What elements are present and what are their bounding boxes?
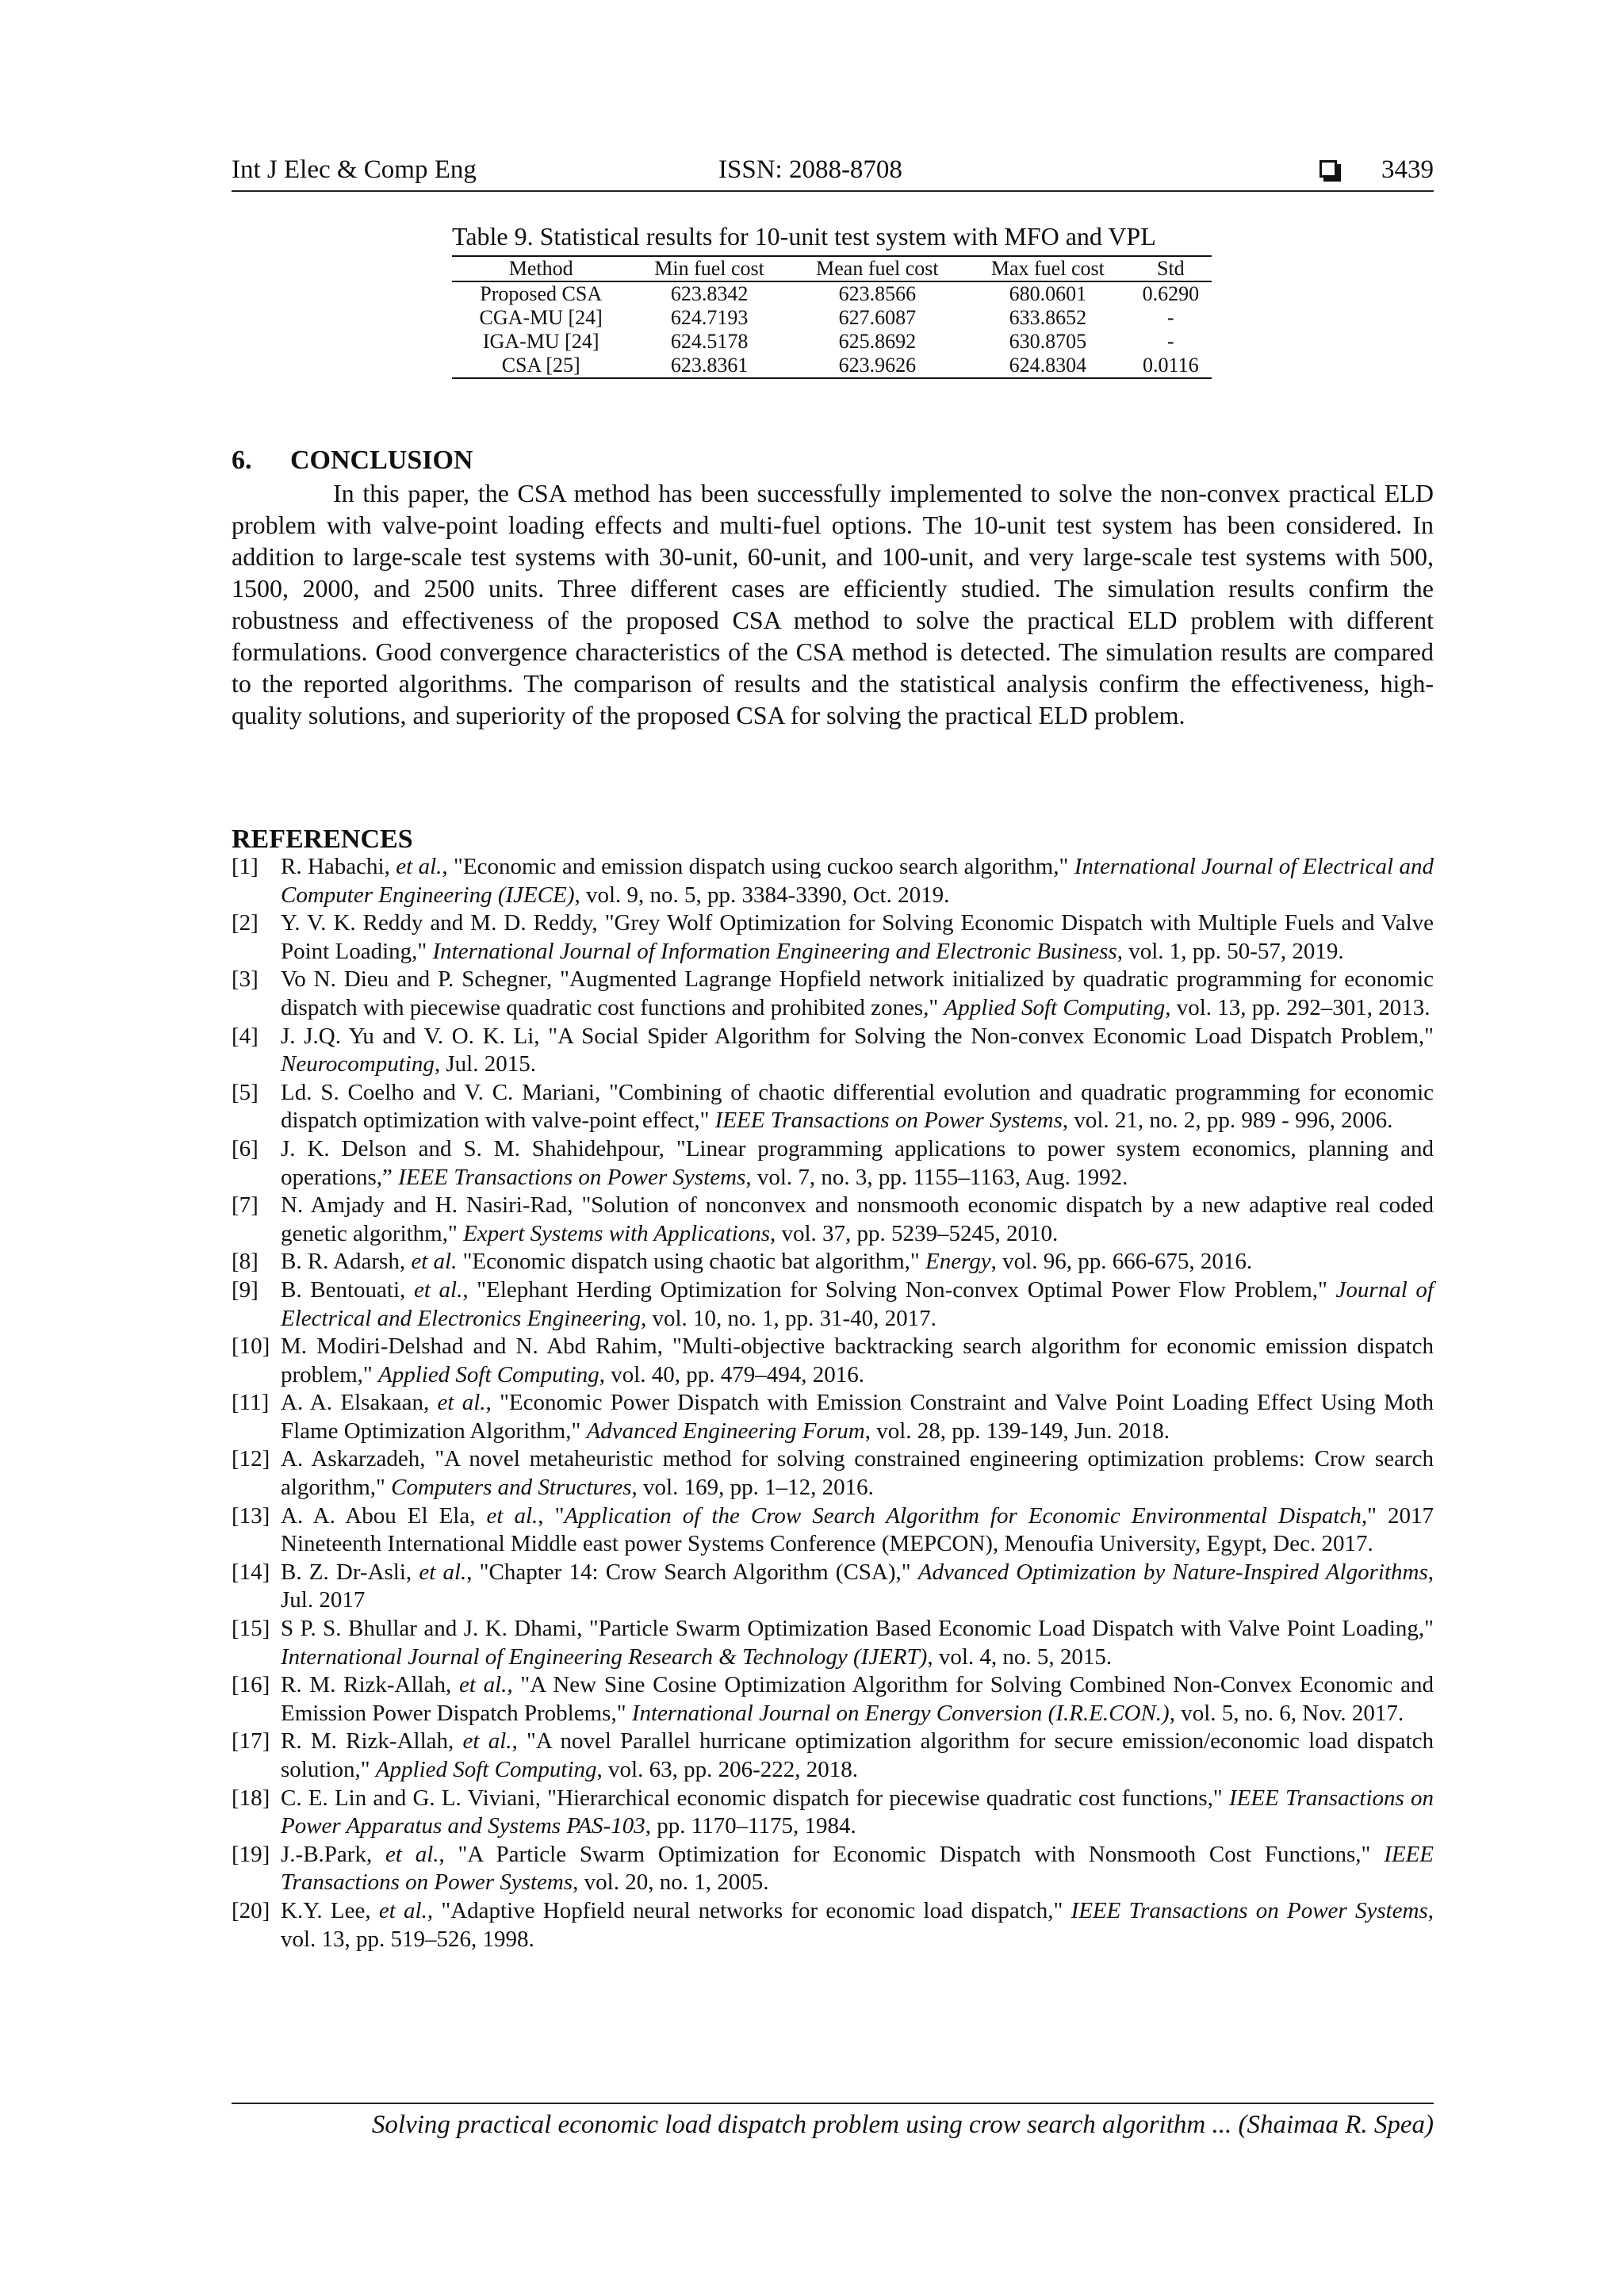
reference-text: A. Askarzadeh, "A novel metaheuristic method for solving constrained engineering optimization problems: Crow search algorithm," — [281, 1446, 1434, 1501]
table-cell: 0.0116 — [1130, 354, 1212, 378]
reference-italic-text: Applied Soft Computing — [377, 1361, 599, 1387]
reference-text: M. Modiri-Delshad and N. Abd Rahim, "Multi-objective backtracking search algorithm for economic emission dispatch problem," — [281, 1334, 1434, 1387]
table-cell: 0.6290 — [1142, 282, 1200, 305]
reference-text: A. A. Elsakaan, — [281, 1390, 438, 1416]
reference-italic-text: IEEE Transactions on Power Systems — [1071, 1897, 1428, 1923]
reference-text: ," 2017 Nineteenth International Middle east power Systems Conference (MEPCON), Menoufia University, Egypt, Dec. 2017. — [281, 1502, 1434, 1557]
reference-text: S P. S. Bhullar and J. K. Dhami, "Particle Swarm Optimization Based Economic Load Dispatch with Valve Point Loading," — [281, 1616, 1434, 1642]
reference-text: B. R. Adarsh, — [281, 1249, 412, 1275]
references-heading: REFERENCES — [232, 825, 413, 854]
reference-text: Y. V. K. Reddy and M. D. Reddy, "Grey Wolf Optimization for Solving Economic Dispatch with Multiple Fuels and Valve Point Loading," — [281, 910, 1434, 964]
table-cell: IGA-MU [24] — [482, 330, 599, 353]
reference-italic-text: International Journal on Energy Conversion (I.R.E.CON.) — [631, 1700, 1170, 1726]
table-cell: 623.9626 — [789, 354, 966, 378]
reference-item — [232, 1615, 1434, 1671]
reference-italic-text: et al. — [411, 1249, 458, 1275]
reference-italic-text: Expert Systems with Applications — [463, 1220, 770, 1246]
table-cell: 624.8304 — [966, 354, 1130, 378]
reference-number: [16] — [232, 1672, 270, 1698]
reference-item — [232, 1389, 1434, 1445]
reference-text: , vol. 9, no. 5, pp. 3384-3390, Oct. 2019. — [574, 882, 950, 908]
table-cell: 630.8705 — [1009, 330, 1087, 353]
reference-number: [8] — [232, 1249, 259, 1275]
reference-item — [232, 1192, 1434, 1248]
reference-text: "Economic dispatch using chaotic bat algorithm," — [457, 1249, 925, 1275]
reference-number: [20] — [232, 1897, 270, 1923]
reference-text: , pp. 1170–1175, 1984. — [645, 1813, 856, 1839]
reference-number: [6] — [232, 1135, 259, 1161]
reference-italic-text: Advanced Engineering Forum — [586, 1418, 865, 1444]
reference-italic-text: et al. — [396, 854, 442, 879]
reference-number: [12] — [232, 1446, 270, 1472]
reference-italic-text: et al. — [378, 1897, 427, 1923]
section-heading — [232, 446, 473, 476]
table-cell: 625.8692 — [838, 330, 917, 353]
reference-item — [232, 1897, 1434, 1954]
table-header-row — [452, 256, 1212, 281]
page-footer — [232, 2103, 1434, 2139]
reference-italic-text: Application of the Crow Search Algorithm for Economic Environmental Dispatch — [564, 1502, 1362, 1529]
reference-number: [2] — [232, 910, 259, 936]
reference-text: , "A novel Parallel hurricane optimization algorithm for secure emission/economic load dispatch solution," — [281, 1728, 1434, 1782]
table-row — [452, 354, 1212, 378]
reference-italic-text: et al. — [385, 1841, 439, 1867]
table-cell: 633.8652 — [1009, 306, 1087, 329]
reference-text: , vol. 21, no. 2, pp. 989 - 996, 2006. — [1062, 1108, 1393, 1134]
reference-text: , vol. 7, no. 3, pp. 1155–1163, Aug. 1992. — [745, 1164, 1128, 1190]
reference-item — [232, 1333, 1434, 1389]
reference-item — [232, 853, 1434, 909]
reference-italic-text: Computers and Structures — [391, 1475, 632, 1501]
reference-text: , vol. 169, pp. 1–12, 2016. — [631, 1475, 874, 1501]
reference-text: R. M. Rizk-Allah, — [281, 1728, 463, 1755]
results-table — [452, 255, 1212, 379]
reference-item — [232, 1248, 1434, 1276]
footer-text: Solving practical economic load dispatch problem using crow search algorithm ... (Shaimaa R. Spea) — [371, 2110, 1434, 2139]
reference-text: , vol. 37, pp. 5239–5245, 2010. — [769, 1220, 1059, 1246]
reference-text: J. K. Delson and S. M. Shahidehpour, "Linear programming applications to power system economics, planning and operations,” — [281, 1135, 1434, 1190]
reference-text: "A New Sine Cosine Optimization Algorithm for Solving Combined Non-Convex Economic and Emission Power Dispatch Problems," — [281, 1672, 1434, 1726]
reference-text: , vol. 5, no. 6, Nov. 2017. — [1169, 1700, 1404, 1726]
reference-item — [232, 1502, 1434, 1559]
reference-text: , Jul. 2015. — [434, 1051, 536, 1077]
reference-text: , "Economic Power Dispatch with Emission Constraint and Valve Point Loading Effect Using Moth Flame Optimization Algorithm," — [281, 1390, 1434, 1444]
reference-number: [13] — [232, 1502, 270, 1529]
reference-text: J.-B.Park, — [281, 1841, 385, 1867]
reference-text: B. Z. Dr-Asli, — [281, 1559, 419, 1585]
reference-number: [5] — [232, 1079, 259, 1105]
reference-text: , "Adaptive Hopfield neural networks for economic load dispatch," — [427, 1897, 1071, 1923]
reference-number: [14] — [232, 1559, 270, 1585]
table-caption: Table 9. Statistical results for 10-unit test system with MFO and VPL — [452, 222, 1156, 251]
table-cell: Proposed CSA — [480, 282, 603, 305]
reference-italic-text: Journal of Electrical and Electronics Engineering — [281, 1276, 1434, 1331]
reference-text: R. M. Rizk-Allah, — [281, 1672, 459, 1698]
conclusion-paragraph: In this paper, the CSA method has been successfully implemented to solve the non-convex practical ELD problem with valve-point loading effects and multi-fuel options. The 10-unit test system has been considered. In addition to large-scale test systems with 30-unit, 60-unit, and 100-unit, and very large-scale test systems with 500, 1500, 2000, and 2500 units. Three different cases are efficiently studied. The simulation results confirm the robustness and effectiveness of the proposed CSA method to solve the practical ELD problem with different formulations. Good convergence characteristics of the CSA method is detected. The simulation results are compared to the reported algorithms. The comparison of results and the statistical analysis confirm the effectiveness, high-quality solutions, and superiority of the proposed CSA for solving the practical ELD problem. — [232, 479, 1434, 729]
reference-text: , "Elephant Herding Optimization for Solving Non-convex Optimal Power Flow Problem," — [462, 1276, 1336, 1303]
reference-text: , "A Particle Swarm Optimization for Economic Dispatch with Nonsmooth Cost Functions," — [439, 1841, 1385, 1867]
reference-item — [232, 909, 1434, 966]
reference-text: , vol. 63, pp. 206-222, 2018. — [596, 1757, 858, 1782]
table-cell: CGA-MU [24] — [479, 306, 603, 329]
reference-item — [232, 1023, 1434, 1079]
reference-text: R. Habachi, — [281, 854, 396, 879]
reference-italic-text: et al., — [458, 1672, 513, 1698]
reference-italic-text: et al. — [419, 1559, 467, 1585]
column-header: Std — [1130, 256, 1212, 281]
reference-number: [3] — [232, 966, 259, 993]
column-header: Max fuel cost — [966, 256, 1130, 281]
table-cell: - — [1166, 306, 1174, 329]
reference-text: A. A. Abou El Ela, — [281, 1502, 487, 1529]
reference-number: [18] — [232, 1785, 270, 1811]
square-bullet-icon — [1320, 160, 1337, 178]
reference-text: , Jul. 2017 — [281, 1559, 1434, 1613]
issn: ISSN: 2088-8708 — [718, 155, 902, 184]
reference-italic-text: Energy — [925, 1249, 991, 1275]
reference-italic-text: et al. — [486, 1502, 538, 1529]
reference-number: [11] — [232, 1390, 270, 1416]
reference-italic-text: IEEE Transactions on Power Systems — [398, 1164, 746, 1190]
reference-item — [232, 1728, 1434, 1784]
reference-text: , "Economic and emission dispatch using cuckoo search algorithm," — [442, 854, 1074, 879]
table-cell: 680.0601 — [1009, 282, 1087, 305]
table-cell: 623.8566 — [838, 282, 917, 305]
reference-item — [232, 1079, 1434, 1135]
reference-number: [9] — [232, 1276, 259, 1303]
reference-number: [15] — [232, 1616, 270, 1642]
reference-text: , "Chapter 14: Crow Search Algorithm (CSA)," — [466, 1559, 918, 1585]
reference-number: [19] — [232, 1841, 270, 1867]
reference-number: [17] — [232, 1728, 270, 1755]
reference-italic-text: et al. — [413, 1276, 463, 1303]
table-row — [452, 330, 1212, 354]
reference-number: [4] — [232, 1023, 259, 1049]
journal-name: Int J Elec & Comp Eng — [232, 155, 477, 184]
reference-text: , vol. 4, no. 5, 2015. — [927, 1644, 1113, 1670]
page-header — [232, 152, 1434, 192]
reference-text: , vol. 13, pp. 519–526, 1998. — [281, 1897, 1434, 1952]
reference-item — [232, 1785, 1434, 1841]
reference-text: , vol. 10, no. 1, pp. 31-40, 2017. — [640, 1305, 936, 1331]
reference-italic-text: Applied Soft Computing — [944, 994, 1166, 1020]
reference-item — [232, 1276, 1434, 1333]
reference-text: J. J.Q. Yu and V. O. K. Li, "A Social Spider Algorithm for Solving the Non-convex Economic Load Dispatch Problem," — [281, 1023, 1434, 1049]
reference-text: Ld. S. Coelho and V. C. Mariani, "Combining of chaotic differential evolution and quadratic programming for economic dispatch optimization with valve-point effect," — [281, 1079, 1434, 1134]
table-cell: 624.5178 — [670, 330, 749, 353]
reference-text: , vol. 20, no. 1, 2005. — [573, 1869, 769, 1896]
reference-number: [7] — [232, 1192, 259, 1219]
column-header: Mean fuel cost — [789, 256, 966, 281]
reference-italic-text: Neurocomputing — [281, 1051, 435, 1077]
table-row — [452, 306, 1212, 330]
reference-italic-text: International Journal of Engineering Research & Technology (IJERT) — [281, 1644, 928, 1670]
reference-italic-text: International Journal of Information Engineering and Electronic Business — [432, 938, 1117, 964]
reference-text: , vol. 13, pp. 292–301, 2013. — [1165, 994, 1431, 1020]
reference-text: C. E. Lin and G. L. Viviani, "Hierarchical economic dispatch for piecewise quadratic cost functions," — [281, 1785, 1229, 1811]
reference-item — [232, 1559, 1434, 1615]
table-cell: 624.7193 — [670, 306, 749, 329]
reference-text: K.Y. Lee, — [281, 1897, 379, 1923]
reference-text: , vol. 40, pp. 479–494, 2016. — [599, 1361, 865, 1387]
reference-italic-text: International Journal of Electrical and Computer Engineering (IJECE) — [281, 854, 1434, 908]
table-cell: CSA [25] — [452, 354, 630, 378]
table-cell: 623.8361 — [630, 354, 788, 378]
reference-text: , vol. 1, pp. 50-57, 2019. — [1116, 938, 1344, 964]
table-cell: - — [1166, 330, 1174, 353]
table-body — [452, 281, 1212, 378]
table-row — [452, 281, 1212, 306]
column-header: Method — [452, 256, 630, 281]
reference-italic-text: Advanced Optimization by Nature-Inspired Algorithms — [917, 1559, 1428, 1585]
reference-number: [1] — [232, 854, 259, 879]
reference-text: , " — [538, 1502, 565, 1529]
reference-text: , vol. 28, pp. 139-149, Jun. 2018. — [864, 1418, 1170, 1444]
reference-italic-text: IEEE Transactions on Power Systems — [714, 1108, 1063, 1134]
reference-text: , vol. 96, pp. 666-675, 2016. — [990, 1249, 1253, 1275]
reference-italic-text: Applied Soft Computing — [375, 1757, 597, 1782]
reference-text: B. Bentouati, — [281, 1276, 414, 1303]
reference-text: Vo N. Dieu and P. Schegner, "Augmented Lagrange Hopfield network initialized by quadratic programming for economic dispatch with piecewise quadratic cost functions and prohibited zones," — [281, 966, 1434, 1020]
reference-item — [232, 966, 1434, 1022]
reference-item — [232, 1135, 1434, 1192]
reference-item — [232, 1841, 1434, 1897]
reference-item — [232, 1671, 1434, 1728]
table-cell: 627.6087 — [838, 306, 917, 329]
reference-text: N. Amjady and H. Nasiri-Rad, "Solution of nonconvex and nonsmooth economic dispatch by a new adaptive real coded genetic algorithm," — [281, 1192, 1434, 1246]
table-cell: 623.8342 — [670, 282, 749, 305]
reference-number: [10] — [232, 1334, 270, 1360]
section-title: CONCLUSION — [290, 446, 473, 475]
section-number: 6. — [232, 446, 252, 475]
reference-list — [232, 853, 1434, 1954]
reference-italic-text: IEEE Transactions on Power Systems — [281, 1841, 1434, 1896]
reference-italic-text: IEEE Transactions on Power Apparatus and Systems PAS-103 — [281, 1785, 1434, 1839]
reference-italic-text: et al. — [462, 1728, 512, 1755]
reference-italic-text: et al. — [437, 1390, 486, 1416]
column-header: Min fuel cost — [630, 256, 788, 281]
reference-item — [232, 1445, 1434, 1502]
page-number: 3439 — [1381, 155, 1434, 184]
